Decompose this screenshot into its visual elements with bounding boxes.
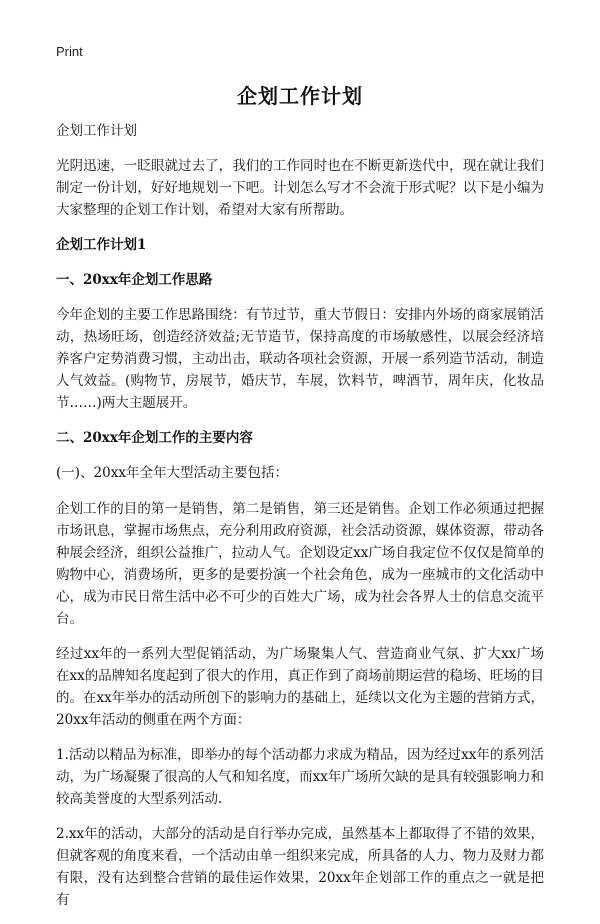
sub-heading-activities: (一)、20xx年全年大型活动主要包括： xyxy=(56,465,288,481)
intro-paragraph: 光阴迅速，一眨眼就过去了，我们的工作同时也在不断更新迭代中，现在就让我们制定一份计划，好好地规划一下吧。计划怎么写才不会流于形式呢？以下是小编为大家整理的企划工作计划，希望对大家有所帮助。 xyxy=(56,158,544,218)
paragraph-purpose: 企划工作的目的第一是销售，第二是销售，第三还是销售。企划工作必须通过把握市场讯息，掌握市场焦点，充分利用政府资源，社会活动资源，媒体资源，带动各种展会经济，组织公益推广，拉动人气。企划设定xx广场自我定位不仅仅是简单的购物中心，消费场所，更多的是要扮演一个社会角色，成为一座城市的文化活动中心，成为市民日常生活中必不可少的百姓大广场，成为社会各界人士的信息交流平台。 xyxy=(56,501,544,627)
section-title: 企划工作计划1 xyxy=(56,237,147,253)
document-body xyxy=(56,120,544,924)
heading-main-content: 二、20xx年企划工作的主要内容 xyxy=(56,430,253,446)
page-title: 企划工作计划 xyxy=(237,84,363,108)
paragraph-work-ideas: 今年企划的主要工作思路围绕：有节过节，重大节假日：安排内外场的商家展销活动，热场旺场，创造经济效益;无节造节，保持高度的市场敏感性，以展会经济培养客户定势消费习惯，主动出击，联动各项社会资源，开展一系列造节活动，制造人气效益。(购物节，房展节，婚庆节，车展，饮料节，啤酒节，周年庆，化妆品节……)两大主题展开。 xyxy=(56,307,544,411)
paragraph-review: 经过xx年的一系列大型促销活动，为广场聚集人气、营造商业气氛、扩大xx广场在xx的品牌知名度起到了很大的作用，真正作到了商场前期运营的稳场、旺场的目的。在xx年举办的活动所创下的影响力的基础上，延续以文化为主题的营销方式，20xx年活动的侧重在两个方面： xyxy=(56,646,544,728)
print-label: Print xyxy=(56,44,83,59)
heading-work-ideas: 一、20xx年企划工作思路 xyxy=(56,272,213,288)
document-subtitle: 企划工作计划 xyxy=(56,123,137,139)
paragraph-point-2: 2.xx年的活动，大部分的活动是自行举办完成，虽然基本上都取得了不错的效果，但就客观的角度来看，一个活动由单一组织来完成，所具备的人力、物力及财力都有限，没有达到整合营销的最佳运作效果，20xx年企划部工作的重点之一就是把有 xyxy=(56,826,544,908)
paragraph-point-1: 1.活动以精品为标准，即举办的每个活动都力求成为精品，因为经过xx年的系列活动，为广场凝聚了很高的人气和知名度，而xx年广场所欠缺的是具有较强影响力和较高美誉度的大型系列活动. xyxy=(56,747,544,807)
